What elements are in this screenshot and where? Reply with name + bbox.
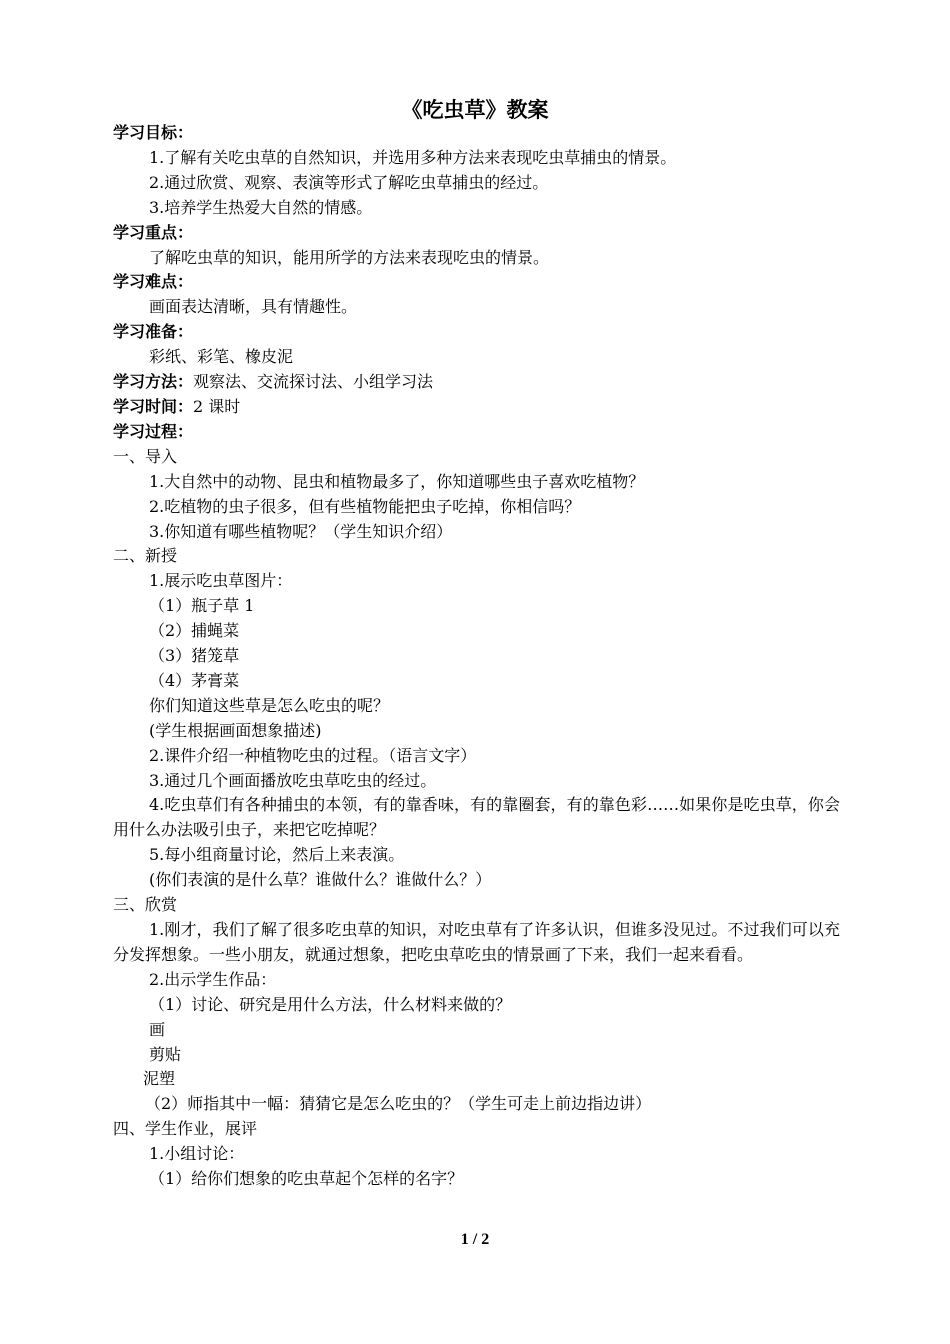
part3-sub: （1）讨论、研究是用什么方法，什么材料来做的？ (149, 994, 512, 1014)
goals-heading: 学习目标： (113, 123, 194, 142)
part3-item: 2.出示学生作品： (149, 969, 277, 989)
part2-heading: 二、新授 (113, 546, 178, 566)
part2-item: 5.每小组商量讨论，然后上来表演。 (149, 845, 405, 865)
prep-text: 彩纸、彩笔、橡皮泥 (149, 347, 294, 367)
part2-question-note: (学生根据画面想象描述) (149, 720, 322, 740)
part4-sub: （1）给你们想象的吃虫草起个怎样的名字？ (149, 1169, 464, 1189)
method-text: 观察法、交流探讨法、小组学习法 (193, 372, 434, 392)
method-row (113, 370, 840, 395)
part2-intro: 1.展示吃虫草图片： (149, 571, 293, 591)
part1-heading: 一、导入 (113, 446, 178, 466)
method-item: 剪贴 (149, 1044, 182, 1064)
part2-item: 3.通过几个画面播放吃虫草吃虫的经过。 (149, 770, 437, 790)
part4-item: 1.小组讨论： (149, 1144, 245, 1164)
part4-heading: 四、学生作业，展评 (113, 1119, 258, 1139)
part2-item: 4.吃虫草们有各种捕虫的本领，有的靠香味，有的靠圈套，有的靠色彩……如果你是吃虫草，你会用什么办法吸引虫子，来把它吃掉呢？ (113, 795, 840, 840)
plant-item: （1）瓶子草 1 (149, 596, 255, 616)
goal-item: 2.通过欣赏、观察、表演等形式了解吃虫草捕虫的经过。 (149, 172, 549, 192)
part3-item: 1.刚才，我们了解了很多吃虫草的知识，对吃虫草有了许多认识，但谁多没见过。不过我们可以充分发挥想象。一些小朋友，就通过想象，把吃虫草吃虫的情景画了下来，我们一起来看看。 (113, 920, 840, 964)
process-heading: 学习过程： (113, 421, 194, 441)
goal-item: 3.培养学生热爱大自然的情感。 (149, 197, 373, 217)
document-body (113, 121, 840, 1192)
part3-heading: 三、欣赏 (113, 895, 178, 915)
part2-item: 2.课件介绍一种植物吃虫的过程。（语言文字） (149, 745, 477, 765)
method-item: 泥塑 (143, 1069, 176, 1089)
part3-sub: （2）师指其中一幅：猜猜它是怎么吃虫的？（学生可走上前边指边讲） (145, 1094, 652, 1114)
document-title: 《吃虫草》教案 (401, 98, 549, 122)
part1-item: 2.吃植物的虫子很多，但有些植物能把虫子吃掉，你相信吗？ (149, 496, 581, 516)
page-number: 1 / 2 (460, 1231, 490, 1248)
plant-item: （2）捕蝇菜 (149, 621, 240, 641)
difficulty-heading: 学习难点： (113, 272, 194, 292)
time-text: 2 课时 (193, 396, 241, 416)
plant-item: （3）猪笼草 (149, 646, 240, 666)
part1-item: 3.你知道有哪些植物呢？（学生知识介绍） (149, 521, 453, 541)
time-heading: 学习时间： (113, 396, 194, 416)
method-item: 画 (149, 1019, 166, 1039)
time-row (113, 395, 840, 420)
key-heading: 学习重点： (113, 222, 194, 242)
prep-heading: 学习准备： (113, 322, 194, 342)
part2-item5-note: (你们表演的是什么草？谁做什么？谁做什么？） (149, 870, 492, 890)
goal-item: 1.了解有关吃虫草的自然知识，并选用多种方法来表现吃虫草捕虫的情景。 (149, 147, 677, 167)
difficulty-text: 画面表达清晰，具有情趣性。 (149, 297, 358, 317)
key-text: 了解吃虫草的知识，能用所学的方法来表现吃虫的情景。 (149, 247, 550, 267)
part2-question: 你们知道这些草是怎么吃虫的呢？ (149, 695, 390, 715)
part1-item: 1.大自然中的动物、昆虫和植物最多了，你知道哪些虫子喜欢吃植物？ (149, 471, 645, 491)
method-heading: 学习方法： (113, 372, 194, 392)
plant-item: （4）茅膏菜 (149, 670, 240, 690)
